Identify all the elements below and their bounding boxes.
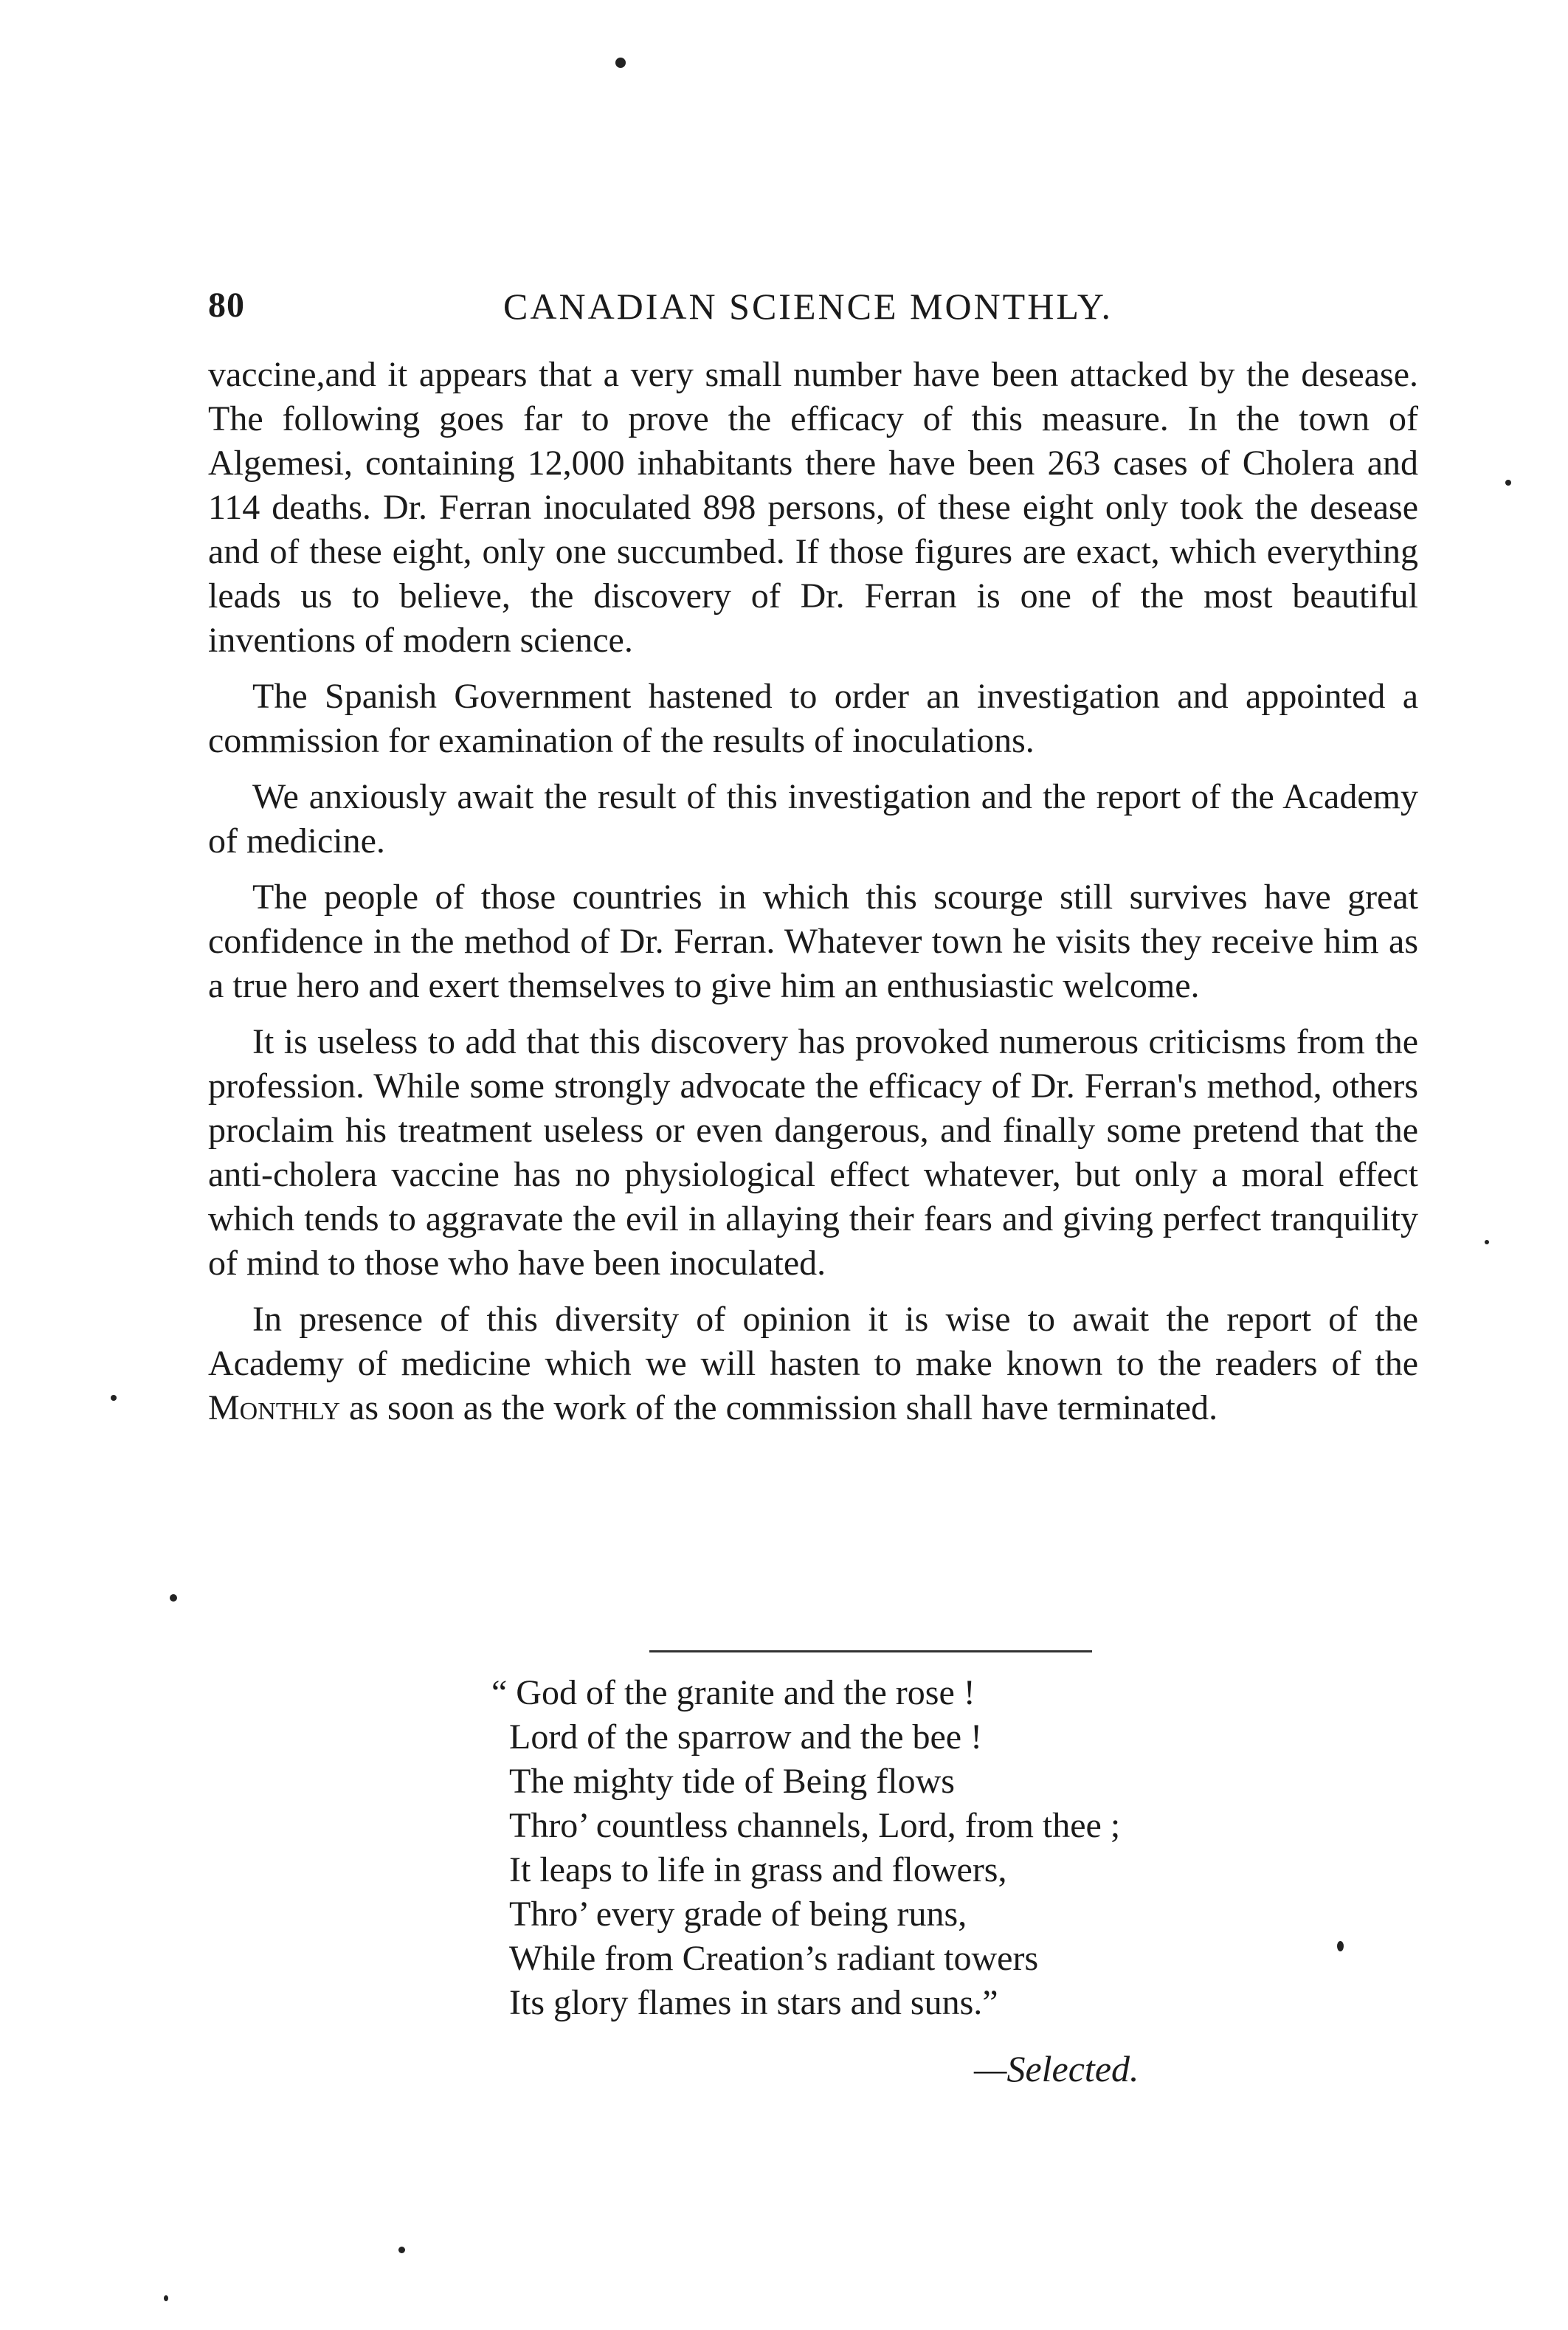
poem-line: Thro’ countless channels, Lord, from thee ; [509,1806,1121,1845]
paragraph-5: It is useless to add that this discovery has provoked numerous criticisms from the profession. While some strongly advocate the efficacy of Dr. Ferran's method, others proclaim his treatment useless or even dangerous, and finally some pretend that the anti-cholera vaccine has no physiological effect whatever, but only a moral effect which tends to aggravate the evil in allaying their fears and giving perfect tranquility of mind to those who have been inoculated. [208,1022,1418,1283]
paragraph-4: The people of those countries in which this scourge still survives have great confidence in the method of Dr. Ferran. Whatever town he visits they receive him as a true hero and exert themselves to give him an enthusiastic welcome. [208,878,1418,1005]
page-number: 80 [208,286,245,325]
poem-line: “ God of the granite and the rose ! [491,1673,975,1712]
section-divider [649,1650,1092,1652]
poem-line: Thro’ every grade of being runs, [509,1895,967,1934]
paragraph-6-text-after: as soon as the work of the commission shall have terminated. [340,1388,1218,1427]
poem-line: The mighty tide of Being flows [509,1762,955,1801]
poem-line: It leaps to life in grass and flowers, [509,1850,1007,1889]
poem-stanza [491,1671,1468,2025]
poem-line: Its glory flames in stars and suns.” [509,1983,998,2022]
scan-speck [111,1395,117,1401]
scan-speck [398,2247,405,2253]
scan-speck [170,1594,177,1602]
poem-line: While from Creation’s radiant towers [509,1939,1039,1978]
poem-line: Lord of the sparrow and the bee ! [509,1717,983,1757]
scan-speck [164,2295,168,2301]
paragraph-6-text-before: In presence of this diversity of opinion it is wise to await the report of the Academy of medicine which we will hasten to make known to the readers of the [208,1300,1418,1383]
scan-speck [1485,1240,1489,1244]
poem-attribution: —Selected. [974,2048,1139,2089]
page-header [208,279,1197,338]
paragraph-6 [208,1297,1418,1430]
running-title: CANADIAN SCIENCE MONTHLY. [503,286,1113,327]
scan-speck [1337,1941,1344,1951]
paragraph-3: We anxiously await the result of this investigation and the report of the Academy of medicine. [208,777,1418,861]
paragraph-1: vaccine,and it appears that a very small number have been attacked by the desease. The following goes far to prove the efficacy of this measure. In the town of Algemesi, containing 12,000 inhabitants there have been 263 cases of Cholera and 114 deaths. Dr. Ferran inoculated 898 persons, of these eight only took the desease and of these eight, only one succumbed. If those figures are exact, which everything leads us to believe, the discovery of Dr. Ferran is one of the most beautiful inventions of modern science. [208,355,1418,660]
scan-speck [615,58,626,68]
journal-name-smallcaps: Monthly [208,1388,341,1427]
article-body [208,353,1418,1442]
paragraph-2: The Spanish Government hastened to order an investigation and appointed a commission for examination of the results of inoculations. [208,677,1418,760]
scan-speck [1505,480,1511,486]
